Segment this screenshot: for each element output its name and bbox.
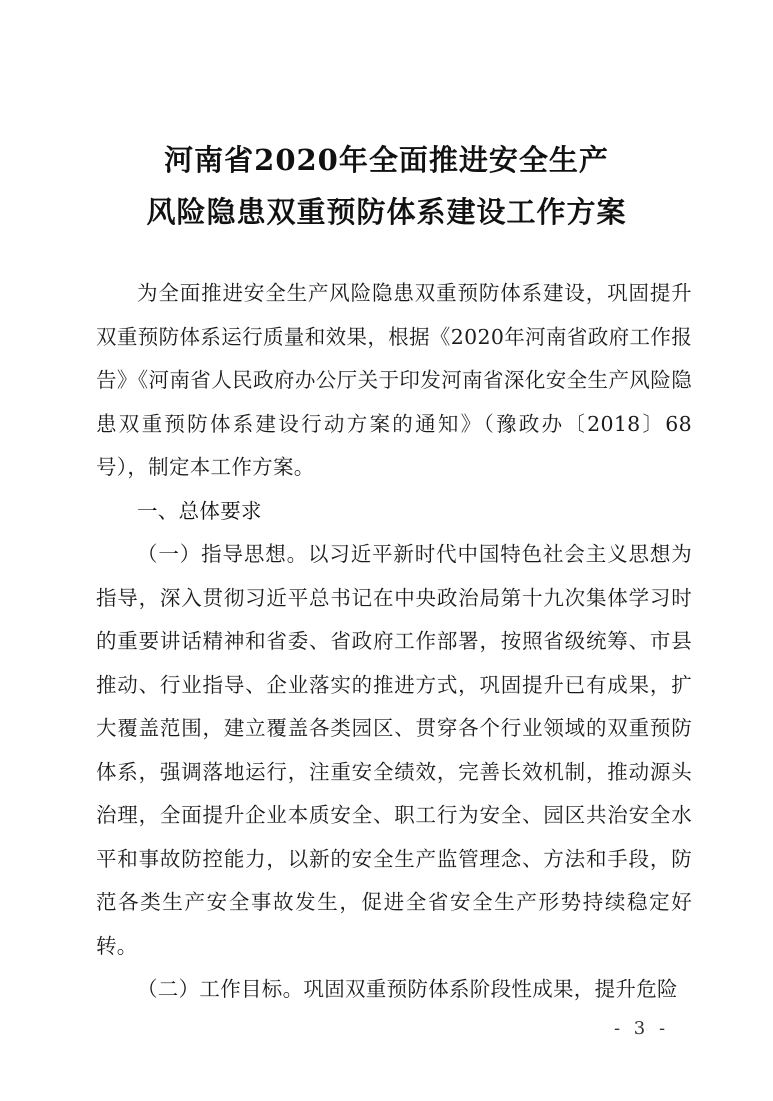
page-number: - 3 - bbox=[614, 1018, 670, 1039]
work-goals-text: 巩固双重预防体系阶段性成果，提升危险 bbox=[303, 977, 678, 1001]
document-title bbox=[0, 134, 773, 238]
title-line-2: 风险隐患双重预防体系建设工作方案 bbox=[146, 195, 627, 229]
guiding-thought-label: （一）指导思想。 bbox=[137, 542, 308, 566]
work-goals-paragraph bbox=[96, 968, 692, 1012]
guiding-thought-paragraph bbox=[96, 533, 692, 968]
guiding-thought-text: 以习近平新时代中国特色社会主义思想为指导，深入贯彻习近平总书记在中央政治局第十九次集体学习时的重要讲话精神和省委、省政府工作部署，按照省级统筹、市县推动、行业指导、企业落实的推进方式，巩固提升已有成果，扩大覆盖范围，建立覆盖各类园区、贯穿各个行业领域的双重预防体系，强调落地运行，注重安全绩效，完善长效机制，推动源头治理，全面提升企业本质安全、职工行为安全、园区共治安全水平和事故防控能力，以新的安全生产监管理念、方法和手段，防范各类生产安全事故发生，促进全省安全生产形势持续稳定好转。 bbox=[96, 542, 692, 958]
intro-paragraph: 为全面推进安全生产风险隐患双重预防体系建设，巩固提升双重预防体系运行质量和效果，根据《2020年河南省政府工作报告》《河南省人民政府办公厅关于印发河南省深化安全生产风险隐患双重预防体系建设行动方案的通知》（豫政办〔2018〕68号），制定本工作方案。 bbox=[96, 281, 692, 479]
title-line-1: 河南省2020年全面推进安全生产 bbox=[164, 143, 609, 177]
work-goals-label: （二）工作目标。 bbox=[137, 977, 304, 1001]
document-body bbox=[96, 272, 692, 1012]
section-heading-general-requirements: 一、总体要求 bbox=[137, 498, 262, 523]
